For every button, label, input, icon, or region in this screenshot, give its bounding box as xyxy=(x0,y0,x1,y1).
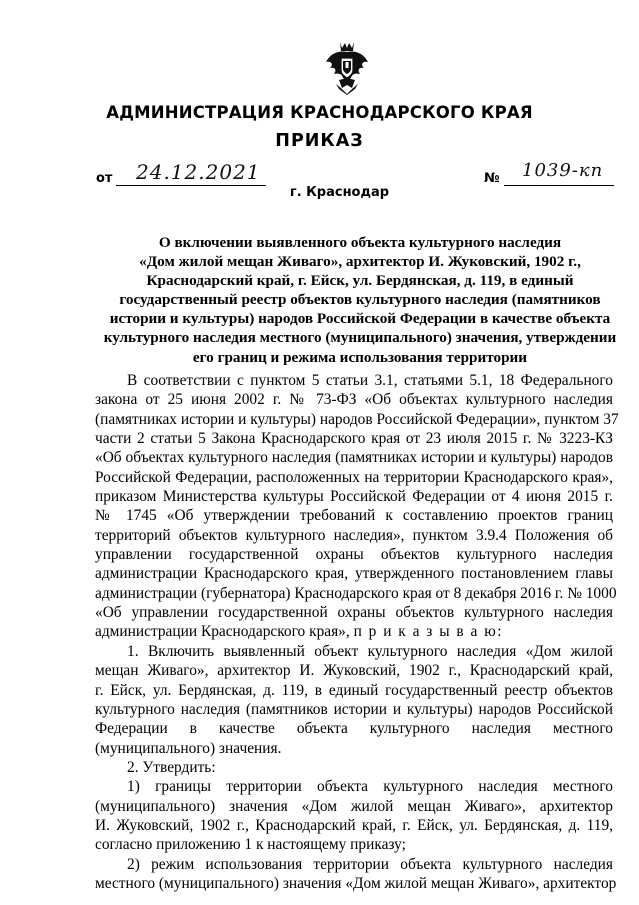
body-line: Федерации в качестве объекта культурного наследия местного xyxy=(95,720,613,738)
body-line: 2) режим использования территории объекта культурного наследия xyxy=(127,855,613,873)
order-word: п р и к а з ы в а ю: xyxy=(353,623,503,641)
body-line: согласно приложению 1 к настоящему приказу; xyxy=(95,836,406,854)
organization-title: АДМИНИСТРАЦИЯ КРАСНОДАРСКОГО КРАЯ xyxy=(106,103,533,122)
subject-line: культурного наследия местного (муниципального) значения, утверждении xyxy=(103,329,617,347)
body-line: Российской Федерации, расположенных на территории Краснодарского края», xyxy=(95,468,613,486)
body-line: 2. Утвердить: xyxy=(127,758,216,776)
body-line: администрации Краснодарского края, утвержденного постановлением главы xyxy=(95,565,613,583)
body-line: местного (муниципального) значения «Дом жилой мещан Живаго», архитектор xyxy=(95,874,617,892)
document-type: ПРИКАЗ xyxy=(275,131,364,151)
subject-line: «Дом жилой мещан Живаго», архитектор И. Жуковский, 1902 г., xyxy=(139,253,581,271)
body-line: (муниципального) значения «Дом жилой мещан Живаго», архитектор xyxy=(95,797,613,815)
body-line: территорий объектов культурного наследия», пунктом 3.9.4 Положения об xyxy=(95,526,613,544)
body-line: мещан Живаго», архитектор И. Жуковский, 1902 г., Краснодарский край, xyxy=(95,662,613,680)
body-line: (муниципального) значения. xyxy=(95,739,282,757)
order-body xyxy=(95,371,619,893)
body-line: приказом Министерства культуры Российской Федерации от 4 июня 2015 г. xyxy=(95,488,613,506)
handwritten-number: 1039-кп xyxy=(522,160,604,181)
body-line: «Об объектах культурного наследия (памятниках истории и культуры) народов xyxy=(95,449,613,467)
number-prefix: № xyxy=(484,171,500,186)
body-line: 1. Включить выявленный объект культурного наследия «Дом жилой xyxy=(127,642,613,660)
body-line: (памятниках истории и культуры) народов Российской Федерации», пунктом 37 xyxy=(95,410,619,428)
body-line: № 1745 «Об утверждении требований к составлению проектов границ xyxy=(95,507,613,525)
coat-of-arms-icon xyxy=(322,40,372,96)
subject-line: истории и культуры) народов Российской Федерации в качестве объекта xyxy=(109,310,611,328)
subject-line: государственный реестр объектов культурного наследия (памятников xyxy=(119,291,601,309)
body-line: В соответствии с пунктом 5 статьи 3.1, статьями 5.1, 18 Федерального xyxy=(127,372,613,389)
body-line: культурного наследия (памятников истории и культуры) народов Российской xyxy=(95,700,613,718)
subject-line: его границ и режима использования территории xyxy=(192,348,528,366)
body-line-text: администрации Краснодарского края», xyxy=(95,623,350,641)
body-line: управлении государственной охраны объектов культурного наследия xyxy=(95,546,613,564)
body-line: «Об управлении государственной охраны объектов культурного наследия xyxy=(95,604,613,622)
body-line: 1) границы территории объекта культурного наследия местного xyxy=(127,778,613,796)
city-label: г. Краснодар xyxy=(289,185,390,200)
handwritten-date: 24.12.2021 xyxy=(136,160,261,184)
subject-line: Краснодарский край, г. Ейск, ул. Бердянская, д. 119, в единый xyxy=(146,272,574,290)
body-line xyxy=(95,622,613,641)
body-line: администрации (губернатора) Краснодарского края от 8 декабря 2016 г. № 1000 xyxy=(95,584,617,602)
order-subject xyxy=(100,233,620,367)
body-line: закона от 25 июня 2002 г. № 73-ФЗ «Об объектах культурного наследия xyxy=(95,391,613,409)
subject-line: О включении выявленного объекта культурного наследия xyxy=(158,234,562,251)
date-prefix: от xyxy=(96,171,113,186)
body-line: г. Ейск, ул. Бердянская, д. 119, в единый государственный реестр объектов xyxy=(95,681,613,699)
body-line: И. Жуковский, 1902 г., Краснодарский край, г. Ейск, ул. Бердянская, д. 119, xyxy=(95,816,613,834)
body-line: части 2 статьи 5 Закона Краснодарского края от 23 июля 2015 г. № 3223-КЗ xyxy=(95,430,613,448)
